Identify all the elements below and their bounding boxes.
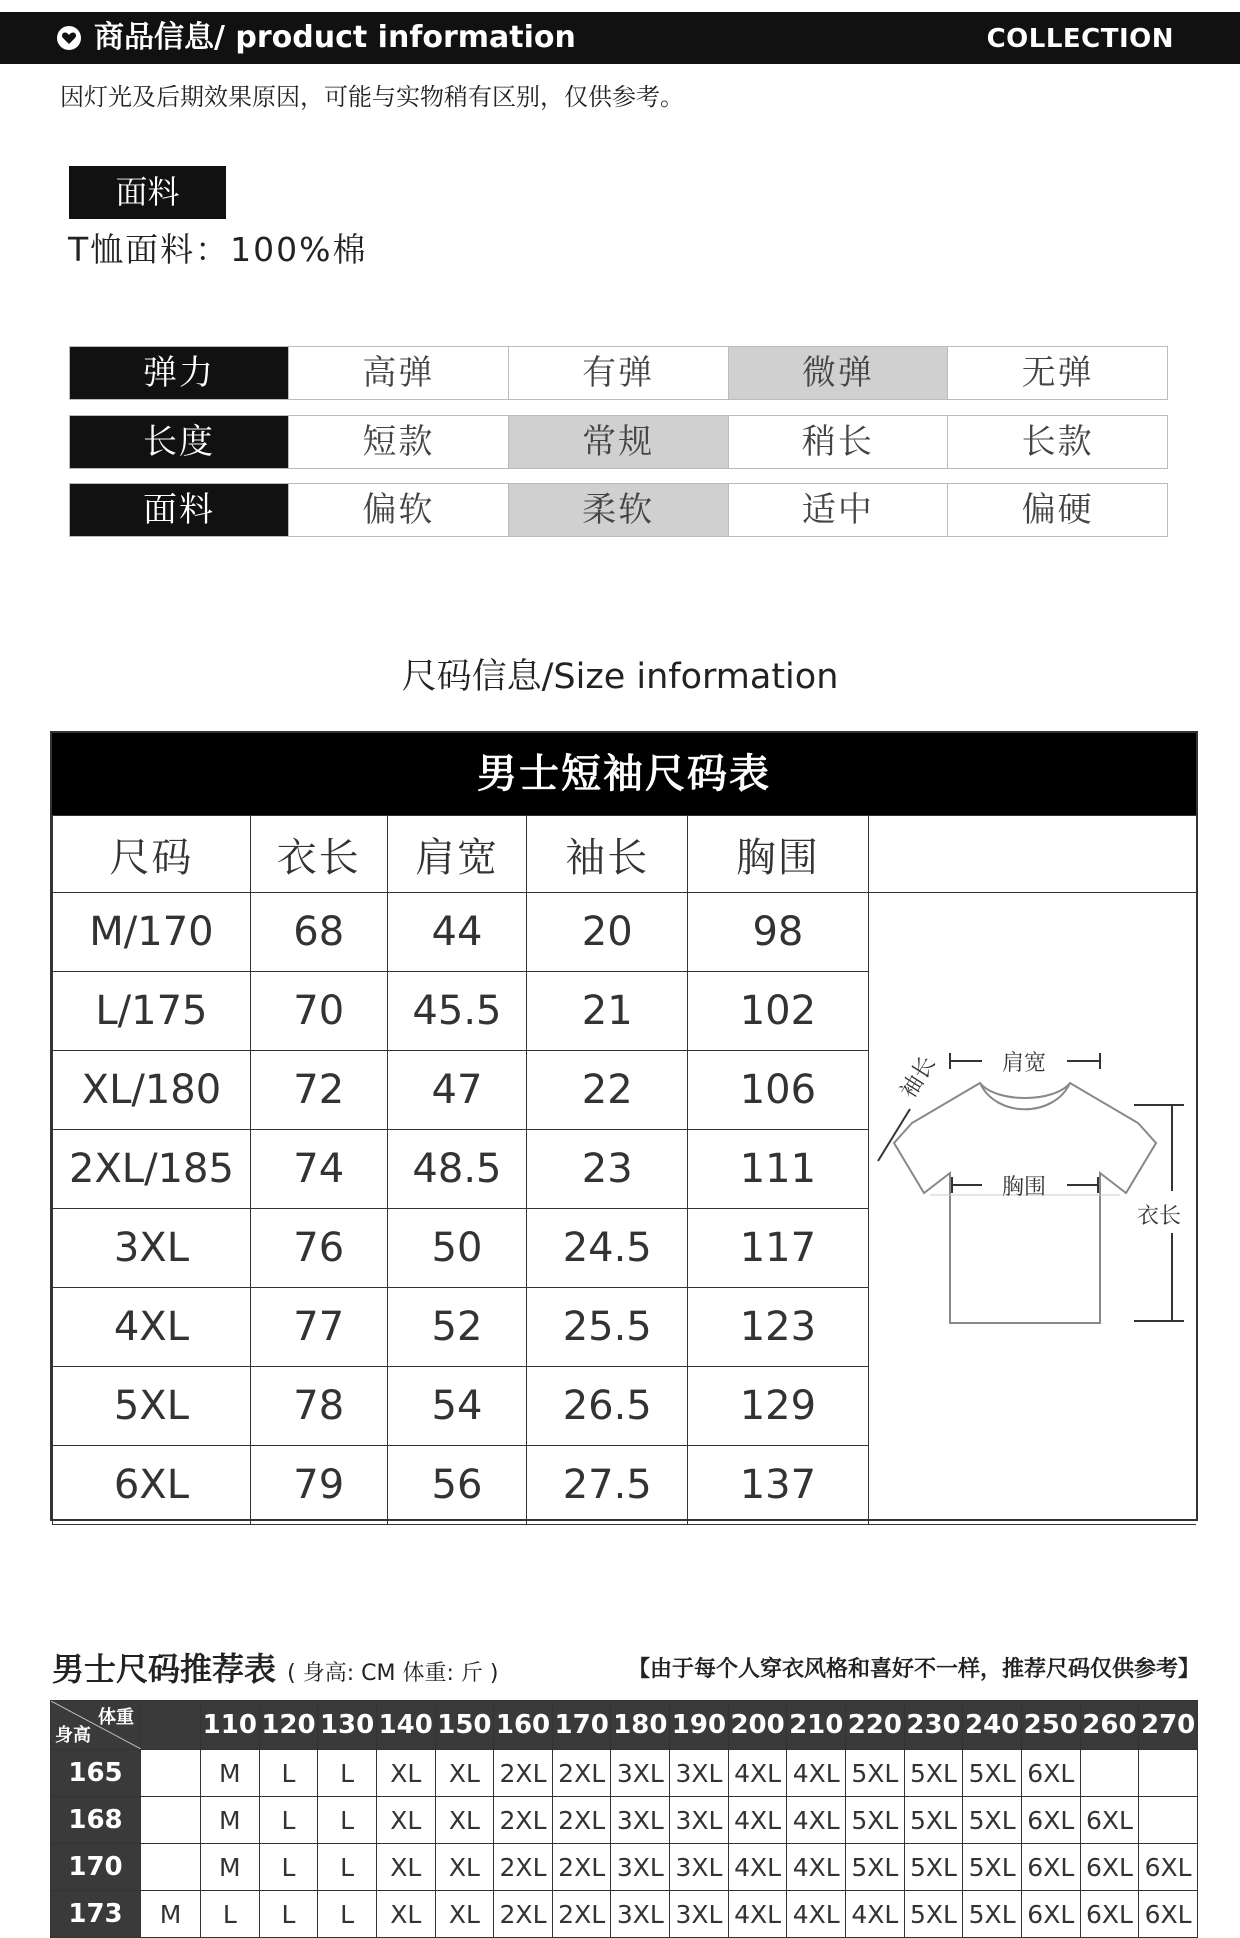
recommend-cell <box>141 1750 201 1797</box>
recommend-cell <box>1080 1750 1139 1797</box>
weight-header: 220 <box>846 1701 905 1750</box>
attr-option: 适中 <box>728 484 948 536</box>
recommend-cell: 6XL <box>1080 1844 1139 1891</box>
recommend-cell: XL <box>435 1797 494 1844</box>
recommend-cell: 5XL <box>963 1750 1022 1797</box>
recommend-cell: L <box>318 1750 377 1797</box>
size-cell: 5XL <box>53 1367 251 1446</box>
size-cell: L/175 <box>53 972 251 1051</box>
size-cell: 22 <box>527 1051 688 1130</box>
recommend-cell: L <box>259 1891 318 1938</box>
attr-label: 弹力 <box>70 347 288 399</box>
recommend-cell: 5XL <box>963 1797 1022 1844</box>
corner-cell <box>51 1701 141 1750</box>
recommend-title <box>52 1648 498 1695</box>
diagram-label-length: 衣长 <box>1137 1204 1182 1229</box>
heart-icon <box>56 25 82 51</box>
recommend-cell <box>141 1844 201 1891</box>
size-cell: 20 <box>527 893 688 972</box>
weight-header: 170 <box>552 1701 611 1750</box>
recommend-cell: 5XL <box>963 1844 1022 1891</box>
recommend-cell: XL <box>435 1844 494 1891</box>
weight-header <box>141 1701 201 1750</box>
header-sleeve: 袖长 <box>527 816 688 893</box>
attr-option: 偏软 <box>288 484 508 536</box>
recommend-cell: M <box>141 1891 201 1938</box>
recommend-cell: XL <box>376 1797 435 1844</box>
weight-header: 260 <box>1080 1701 1139 1750</box>
size-cell: 56 <box>387 1446 527 1525</box>
recommend-cell: 5XL <box>846 1797 905 1844</box>
recommend-cell: 3XL <box>670 1797 729 1844</box>
recommend-cell: 2XL <box>552 1797 611 1844</box>
recommend-cell: XL <box>376 1750 435 1797</box>
size-cell: 117 <box>688 1209 869 1288</box>
recommend-cell: M <box>201 1750 260 1797</box>
recommend-cell <box>1139 1750 1198 1797</box>
size-cell: 26.5 <box>527 1367 688 1446</box>
recommend-cell: XL <box>435 1750 494 1797</box>
attr-option: 无弹 <box>947 347 1167 399</box>
size-cell: 25.5 <box>527 1288 688 1367</box>
recommend-cell: 3XL <box>670 1891 729 1938</box>
recommend-cell: XL <box>435 1891 494 1938</box>
size-cell: 50 <box>387 1209 527 1288</box>
attr-row-fabric <box>69 483 1168 537</box>
size-cell: 2XL/185 <box>53 1130 251 1209</box>
recommend-cell: 4XL <box>787 1750 846 1797</box>
size-cell: 44 <box>387 893 527 972</box>
header-chest: 胸围 <box>688 816 869 893</box>
header-title: 商品信息/ product information <box>94 20 576 55</box>
size-cell: 106 <box>688 1051 869 1130</box>
recommend-cell: M <box>201 1797 260 1844</box>
weight-header: 150 <box>435 1701 494 1750</box>
weight-header: 130 <box>318 1701 377 1750</box>
recommend-cell: L <box>201 1891 260 1938</box>
recommend-cell: 6XL <box>1021 1750 1080 1797</box>
recommend-cell: 4XL <box>846 1891 905 1938</box>
attr-option-selected: 常规 <box>508 416 728 468</box>
recommend-cell: 5XL <box>904 1844 963 1891</box>
recommend-cell: 2XL <box>552 1750 611 1797</box>
size-info-title: 尺码信息/Size information <box>401 657 839 697</box>
fabric-tag: 面料 <box>69 166 226 219</box>
size-cell: M/170 <box>53 893 251 972</box>
recommend-cell: 2XL <box>494 1750 553 1797</box>
recommend-cell: L <box>259 1797 318 1844</box>
recommend-cell: 4XL <box>728 1891 787 1938</box>
corner-height-label: 身高 <box>55 1725 91 1746</box>
size-cell: 23 <box>527 1130 688 1209</box>
recommend-cell: 5XL <box>846 1750 905 1797</box>
recommend-cell: M <box>201 1844 260 1891</box>
recommend-title-text: 男士尺码推荐表 <box>52 1650 277 1688</box>
size-cell: 52 <box>387 1288 527 1367</box>
weight-header: 190 <box>670 1701 729 1750</box>
recommend-cell: 5XL <box>963 1891 1022 1938</box>
recommend-cell: XL <box>376 1891 435 1938</box>
recommend-table <box>50 1700 1198 1938</box>
size-cell: 123 <box>688 1288 869 1367</box>
size-cell: 72 <box>250 1051 387 1130</box>
weight-header: 120 <box>259 1701 318 1750</box>
diagram-label-chest: 胸围 <box>1002 1175 1047 1200</box>
size-cell: 98 <box>688 893 869 972</box>
recommend-cell: L <box>259 1750 318 1797</box>
recommend-cell: L <box>318 1891 377 1938</box>
recommend-cell: L <box>259 1844 318 1891</box>
size-cell: 70 <box>250 972 387 1051</box>
size-cell: 24.5 <box>527 1209 688 1288</box>
size-cell: 111 <box>688 1130 869 1209</box>
recommend-cell: 4XL <box>787 1797 846 1844</box>
recommend-cell <box>141 1797 201 1844</box>
attr-option: 稍长 <box>728 416 948 468</box>
size-cell: 129 <box>688 1367 869 1446</box>
recommend-cell: 4XL <box>787 1891 846 1938</box>
size-row <box>53 893 1197 972</box>
size-cell: 3XL <box>53 1209 251 1288</box>
weight-header: 240 <box>963 1701 1022 1750</box>
header-size: 尺码 <box>53 816 251 893</box>
weight-header: 230 <box>904 1701 963 1750</box>
recommend-cell: 6XL <box>1021 1797 1080 1844</box>
recommend-cell: 2XL <box>494 1797 553 1844</box>
attr-option: 偏硬 <box>947 484 1167 536</box>
size-cell: 27.5 <box>527 1446 688 1525</box>
size-table <box>50 731 1198 1521</box>
size-cell: 68 <box>250 893 387 972</box>
weight-header: 270 <box>1139 1701 1198 1750</box>
recommend-subtitle: ( 身高: CM 体重: 斤 ) <box>287 1661 499 1686</box>
header-bar <box>0 12 1240 64</box>
weight-header: 200 <box>728 1701 787 1750</box>
attr-option-selected: 柔软 <box>508 484 728 536</box>
size-cell: 74 <box>250 1130 387 1209</box>
recommend-cell: 2XL <box>494 1844 553 1891</box>
recommend-cell: 2XL <box>494 1891 553 1938</box>
recommend-cell: 2XL <box>552 1844 611 1891</box>
weight-header: 140 <box>376 1701 435 1750</box>
size-cell: 21 <box>527 972 688 1051</box>
size-cell: 47 <box>387 1051 527 1130</box>
attr-option-selected: 微弹 <box>728 347 948 399</box>
recommend-grid <box>50 1700 1198 1938</box>
recommend-cell: 2XL <box>552 1891 611 1938</box>
size-cell: XL/180 <box>53 1051 251 1130</box>
size-cell: 137 <box>688 1446 869 1525</box>
height-cell: 170 <box>51 1844 141 1891</box>
size-cell: 4XL <box>53 1288 251 1367</box>
attr-option: 短款 <box>288 416 508 468</box>
attr-label: 长度 <box>70 416 288 468</box>
recommend-cell: 6XL <box>1080 1891 1139 1938</box>
recommend-cell: 4XL <box>787 1844 846 1891</box>
recommend-cell: 3XL <box>611 1797 670 1844</box>
attr-option: 长款 <box>947 416 1167 468</box>
recommend-cell: 5XL <box>904 1750 963 1797</box>
recommend-cell: 5XL <box>904 1797 963 1844</box>
size-cell: 102 <box>688 972 869 1051</box>
size-cell: 54 <box>387 1367 527 1446</box>
size-cell: 79 <box>250 1446 387 1525</box>
recommend-cell <box>1139 1797 1198 1844</box>
recommend-cell: 3XL <box>611 1891 670 1938</box>
height-cell: 168 <box>51 1797 141 1844</box>
height-cell: 165 <box>51 1750 141 1797</box>
weight-header: 250 <box>1021 1701 1080 1750</box>
recommend-cell: L <box>318 1844 377 1891</box>
recommend-cell: 3XL <box>670 1750 729 1797</box>
collection-label: COLLECTION <box>986 24 1174 54</box>
recommend-cell: 3XL <box>611 1844 670 1891</box>
height-cell: 173 <box>51 1891 141 1938</box>
recommend-cell: 3XL <box>670 1844 729 1891</box>
size-cell: 48.5 <box>387 1130 527 1209</box>
attr-option: 高弹 <box>288 347 508 399</box>
recommend-cell: 6XL <box>1139 1844 1198 1891</box>
size-table-title: 男士短袖尺码表 <box>52 733 1196 815</box>
recommend-cell: 4XL <box>728 1797 787 1844</box>
recommend-cell: L <box>318 1797 377 1844</box>
size-cell: 78 <box>250 1367 387 1446</box>
size-cell: 77 <box>250 1288 387 1367</box>
size-cell: 6XL <box>53 1446 251 1525</box>
recommend-cell: 6XL <box>1080 1797 1139 1844</box>
attr-row-length <box>69 415 1168 469</box>
corner-weight-label: 体重 <box>98 1707 134 1728</box>
recommend-cell: XL <box>376 1844 435 1891</box>
weight-header: 210 <box>787 1701 846 1750</box>
recommend-row <box>51 1844 1198 1891</box>
header-blank <box>868 816 1196 893</box>
diagram-label-sleeve: 袖长 <box>896 1052 941 1103</box>
size-cell: 45.5 <box>387 972 527 1051</box>
attr-row-elasticity <box>69 346 1168 400</box>
recommend-row <box>51 1797 1198 1844</box>
diagram-label-shoulder: 肩宽 <box>1002 1051 1047 1076</box>
header-shoulder: 肩宽 <box>387 816 527 893</box>
weight-header: 180 <box>611 1701 670 1750</box>
recommend-row <box>51 1891 1198 1938</box>
header-length: 衣长 <box>250 816 387 893</box>
weight-header: 160 <box>494 1701 553 1750</box>
recommend-cell: 5XL <box>846 1844 905 1891</box>
recommend-cell: 3XL <box>611 1750 670 1797</box>
fabric-composition: T恤面料：100%棉 <box>68 230 368 269</box>
recommend-cell: 6XL <box>1139 1891 1198 1938</box>
attr-label: 面料 <box>70 484 288 536</box>
weight-header: 110 <box>201 1701 260 1750</box>
recommend-cell: 6XL <box>1021 1844 1080 1891</box>
recommend-cell: 6XL <box>1021 1891 1080 1938</box>
attr-option: 有弹 <box>508 347 728 399</box>
recommend-note: 【由于每个人穿衣风格和喜好不一样，推荐尺码仅供参考】 <box>627 1657 1200 1682</box>
disclaimer-note: 因灯光及后期效果原因，可能与实物稍有区别，仅供参考。 <box>60 83 684 111</box>
recommend-cell: 5XL <box>904 1891 963 1938</box>
recommend-row <box>51 1750 1198 1797</box>
recommend-cell: 4XL <box>728 1750 787 1797</box>
recommend-cell: 4XL <box>728 1844 787 1891</box>
size-cell: 76 <box>250 1209 387 1288</box>
